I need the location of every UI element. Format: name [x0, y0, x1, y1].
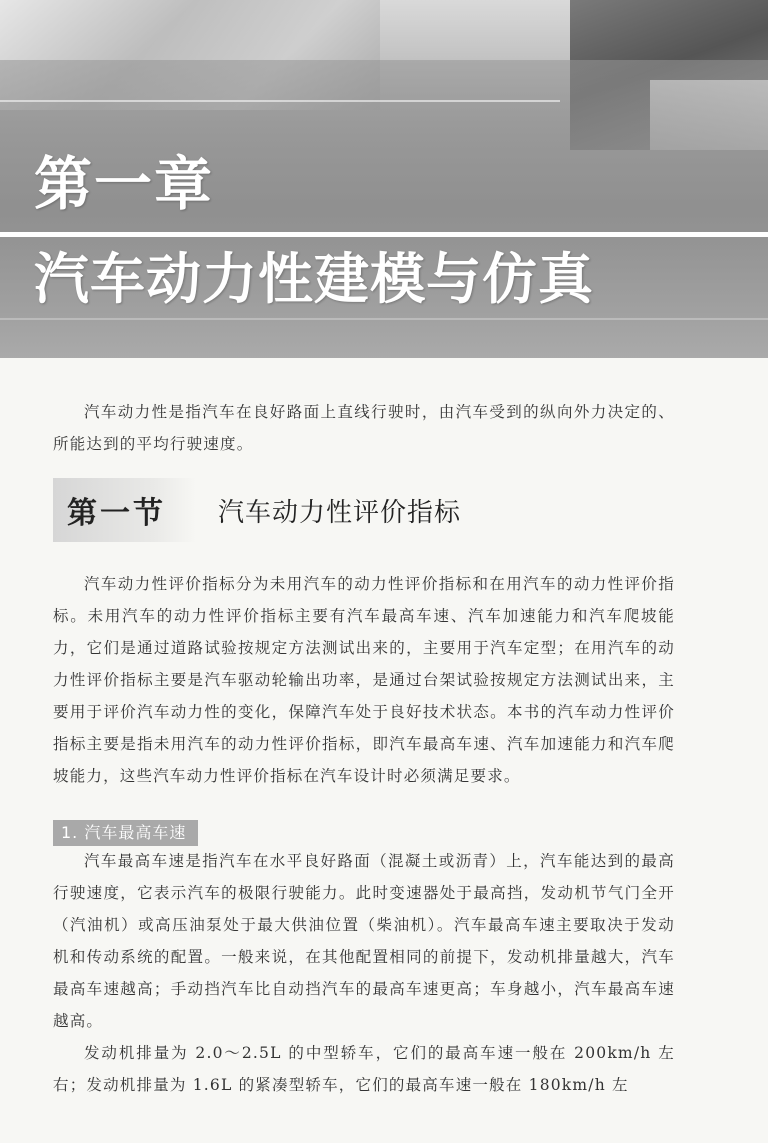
subsection-paragraph-1: 汽车最高车速是指汽车在水平良好路面（混凝土或沥青）上，汽车能达到的最高行驶速度，它表示汽车的极限行驶能力。此时变速器处于最高挡，发动机节气门全开（汽油机）或高压油泵处于最大供油位置（柴油机）。汽车最高车速主要取决于发动机和传动系统的配置。一般来说，在其他配置相同的前提下，发动机排量越大，汽车最高车速越高；手动挡汽车比自动挡汽车的最高车速更高；车身越小，汽车最高车速越高。: [53, 852, 675, 1030]
banner-stripe: [0, 100, 560, 102]
section-title: 汽车动力性评价指标: [218, 497, 462, 528]
chapter-title-rule: [0, 232, 768, 237]
banner-stripe: [0, 318, 768, 320]
subsection-heading: 1. 汽车最高车速: [53, 820, 198, 846]
intro-paragraph: 汽车动力性是指汽车在良好路面上直线行驶时，由汽车受到的纵向外力决定的、所能达到的平均行驶速度。: [53, 403, 675, 453]
chapter-title: 汽车动力性建模与仿真: [34, 247, 595, 311]
section-number: 第一节: [53, 478, 196, 542]
chapter-banner: [0, 0, 768, 358]
chapter-number: 第一章: [34, 150, 215, 218]
section-paragraph: 汽车动力性评价指标分为未用汽车的动力性评价指标和在用汽车的动力性评价指标。未用汽车的动力性评价指标主要有汽车最高车速、汽车加速能力和汽车爬坡能力，它们是通过道路试验按规定方法测试出来的，主要用于汽车定型；在用汽车的动力性评价指标主要是汽车驱动轮输出功率，是通过台架试验按规定方法测试出来，主要用于评价汽车动力性的变化，保障汽车处于良好技术状态。本书的汽车动力性评价指标主要是指未用汽车的动力性评价指标，即汽车最高车速、汽车加速能力和汽车爬坡能力，这些汽车动力性评价指标在汽车设计时必须满足要求。: [53, 575, 675, 785]
subsection-paragraph-2: 发动机排量为 2.0～2.5L 的中型轿车，它们的最高车速一般在 200km/h 左右；发动机排量为 1.6L 的紧凑型轿车，它们的最高车速一般在 180km/h 左: [53, 1044, 675, 1094]
section-heading: [53, 480, 693, 540]
